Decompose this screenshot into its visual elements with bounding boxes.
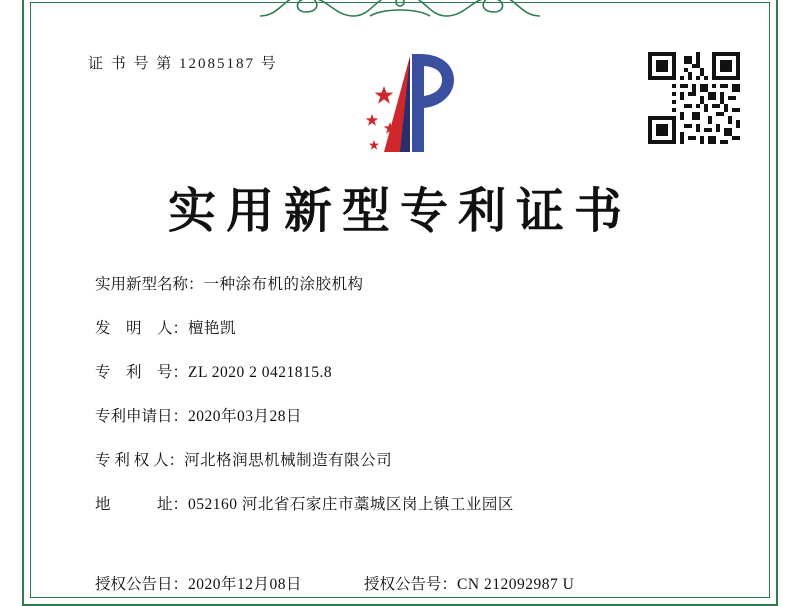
grant-date-label: 授权公告日： <box>95 576 189 593</box>
field-value-invention-name: 一种涂布机的涂胶机构 <box>203 276 364 293</box>
patent-office-logo <box>350 48 460 158</box>
grant-date <box>95 572 302 594</box>
field-label-patent-number: 专 利 号： <box>95 364 189 381</box>
field-value-inventor: 檀艳凯 <box>188 320 237 337</box>
grant-number <box>364 572 574 594</box>
certificate-number-value: 12085187 <box>179 56 256 72</box>
grant-info-row <box>95 572 730 594</box>
qr-code <box>648 52 740 144</box>
field-row <box>95 448 730 470</box>
field-row <box>95 360 730 382</box>
field-label-patentee: 专 利 权 人： <box>95 452 185 469</box>
certificate-number <box>88 52 278 73</box>
field-row <box>95 316 730 338</box>
field-value-patentee: 河北格润思机械制造有限公司 <box>184 452 393 469</box>
certificate-number-suffix: 号 <box>260 56 278 72</box>
field-value-application-date: 2020年03月28日 <box>188 408 303 425</box>
field-label-inventor: 发 明 人： <box>95 320 189 337</box>
grant-date-value: 2020年12月08日 <box>188 576 303 593</box>
top-ornament-decoration <box>250 0 550 20</box>
field-row <box>95 404 730 426</box>
field-value-address: 052160 河北省石家庄市藁城区岗上镇工业园区 <box>188 496 514 513</box>
field-row <box>95 272 730 294</box>
grant-number-label: 授权公告号： <box>364 576 458 593</box>
field-row <box>95 492 730 514</box>
field-label-application-date: 专利申请日： <box>95 408 189 425</box>
field-label-address: 地 址： <box>95 496 189 513</box>
certificate-number-label: 证 书 号 第 <box>88 56 174 72</box>
field-list <box>95 272 730 536</box>
page-title: 实用新型专利证书 <box>167 183 632 239</box>
field-label-invention-name: 实用新型名称： <box>95 276 204 293</box>
grant-number-value: CN 212092987 U <box>457 576 575 593</box>
field-value-patent-number: ZL 2020 2 0421815.8 <box>188 364 333 381</box>
